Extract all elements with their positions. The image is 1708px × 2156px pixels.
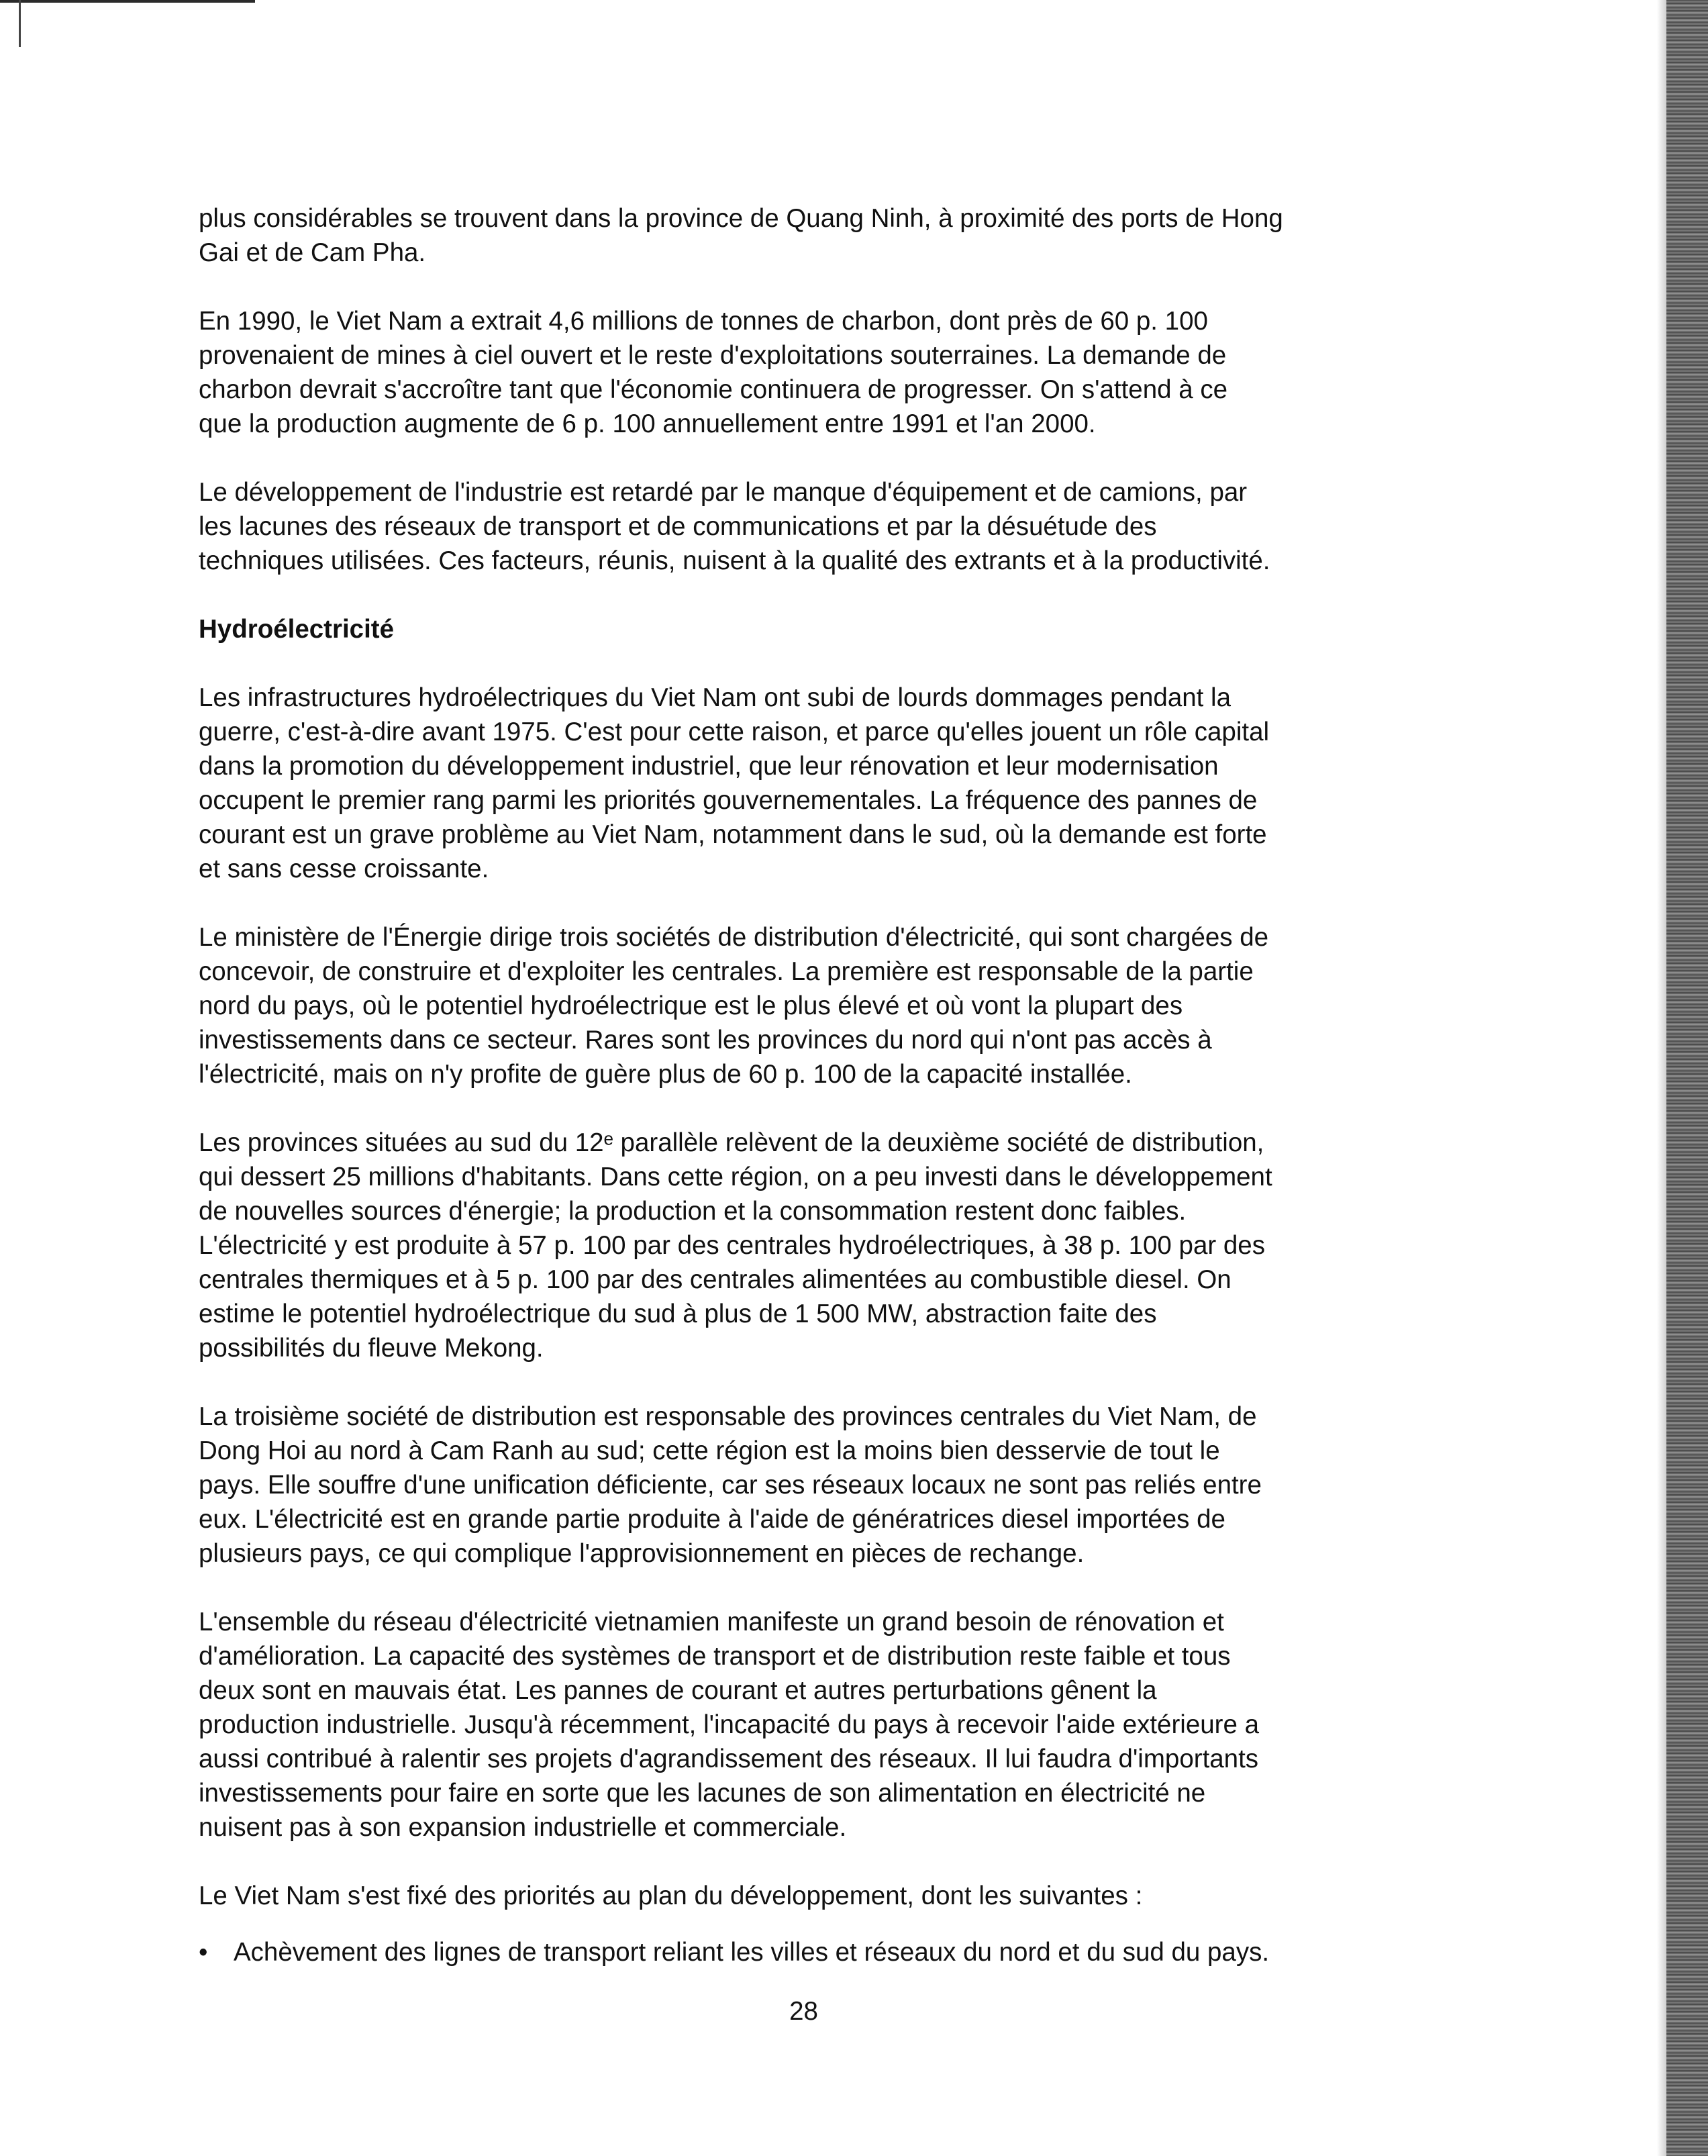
text-line: occupent le premier rang parmi les priorités gouvernementales. La fréquence des pannes de [199,786,1258,815]
text-line: La troisième société de distribution est responsable des provinces centrales du Viet Nam, de [199,1402,1257,1431]
text-line: nuisent pas à son expansion industrielle et commerciale. [199,1813,847,1842]
text-line: pays. Elle souffre d'une unification déficiente, car ses réseaux locaux ne sont pas reliés entre [199,1471,1262,1500]
scan-corner-mark [0,0,255,3]
text-line: investissements dans ce secteur. Rares sont les provinces du nord qui n'ont pas accès à [199,1026,1212,1055]
priorities-intro [199,1879,1407,1913]
list-item [199,1935,1407,1969]
text-line: et sans cesse croissante. [199,854,489,883]
text-line: En 1990, le Viet Nam a extrait 4,6 millions de tonnes de charbon, dont près de 60 p. 100 [199,307,1208,336]
text-line: l'électricité, mais on n'y profite de guère plus de 60 p. 100 de la capacité installée. [199,1060,1132,1089]
text-line: qui dessert 25 millions d'habitants. Dans cette région, on a peu investi dans le développement [199,1163,1272,1191]
text-line: possibilités du fleuve Mekong. [199,1334,544,1363]
text-line: techniques utilisées. Ces facteurs, réunis, nuisent à la qualité des extrants et à la productivité. [199,546,1270,575]
text-line: eux. L'électricité est en grande partie produite à l'aide de génératrices diesel importées de [199,1505,1225,1534]
paragraph-southern-provinces [199,1126,1407,1365]
paragraph-coal-production [199,304,1407,441]
text-line: Le ministère de l'Énergie dirige trois sociétés de distribution d'électricité, qui sont chargées de [199,923,1269,952]
text-line: concevoir, de construire et d'exploiter les centrales. La première est responsable de la partie [199,957,1254,986]
page-number: 28 [789,1997,818,2026]
text-line: dans la promotion du développement industriel, que leur rénovation et leur modernisation [199,752,1219,781]
text-line: provenaient de mines à ciel ouvert et le reste d'exploitations souterraines. La demande de [199,341,1227,370]
text-line: les lacunes des réseaux de transport et de communications et par la désuétude des [199,512,1157,541]
list-item-text: Achèvement des lignes de transport reliant les villes et réseaux du nord et du sud du pays. [234,1938,1270,1967]
scan-edge-shadow [1657,0,1666,2156]
paragraph-network-needs [199,1605,1407,1845]
paragraph-distribution-companies [199,920,1407,1091]
section-heading: Hydroélectricité [199,615,395,644]
text-line: centrales thermiques et à 5 p. 100 par des centrales alimentées au combustible diesel. On [199,1265,1232,1294]
text-line: Le développement de l'industrie est retardé par le manque d'équipement et de camions, par [199,478,1248,507]
text-line: L'électricité y est produite à 57 p. 100 par des centrales hydroélectriques, à 38 p. 100 par des [199,1231,1265,1260]
text-line: que la production augmente de 6 p. 100 annuellement entre 1991 et l'an 2000. [199,409,1096,438]
text-line: Les provinces situées au sud du 12ᵉ parallèle relèvent de la deuxième société de distribution, [199,1128,1264,1157]
paragraph-industry-obstacles [199,475,1407,578]
text-line: courant est un grave problème au Viet Nam, notamment dans le sud, où la demande est forte [199,820,1267,849]
text-line: Les infrastructures hydroélectriques du Viet Nam ont subi de lourds dommages pendant la [199,683,1232,712]
text-line: deux sont en mauvais état. Les pannes de courant et autres perturbations gênent la [199,1676,1157,1705]
text-line: charbon devrait s'accroître tant que l'économie continuera de progresser. On s'attend à ce [199,375,1227,404]
text-line: d'amélioration. La capacité des systèmes de transport et de distribution reste faible et tous [199,1642,1231,1671]
text-line: Dong Hoi au nord à Cam Ranh au sud; cette région est la moins bien desservie de tout le [199,1436,1220,1465]
text-line: L'ensemble du réseau d'électricité vietnamien manifeste un grand besoin de rénovation et [199,1608,1224,1636]
document-body [199,201,1407,1969]
scan-edge-border [1666,0,1708,2156]
text-line: investissements pour faire en sorte que les lacunes de son alimentation en électricité ne [199,1779,1206,1808]
text-line: plus considérables se trouvent dans la province de Quang Ninh, à proximité des ports de Hong [199,204,1283,233]
paragraph-central-provinces [199,1400,1407,1571]
text-line: production industrielle. Jusqu'à récemment, l'incapacité du pays à recevoir l'aide extérieure a [199,1710,1260,1739]
text-line: aussi contribué à ralentir ses projets d'agrandissement des réseaux. Il lui faudra d'importants [199,1745,1259,1773]
text-line: nord du pays, où le potentiel hydroélectrique est le plus élevé et où vont la plupart des [199,991,1183,1020]
text-line: guerre, c'est-à-dire avant 1975. C'est pour cette raison, et parce qu'elles jouent un rôle capital [199,718,1270,746]
scan-corner-tick [19,0,21,47]
paragraph-coal-location [199,201,1407,270]
text-line: Le Viet Nam s'est fixé des priorités au plan du développement, dont les suivantes : [199,1881,1143,1910]
text-line: estime le potentiel hydroélectrique du sud à plus de 1 500 MW, abstraction faite des [199,1300,1157,1328]
text-line: de nouvelles sources d'énergie; la production et la consommation restent donc faibles. [199,1197,1187,1226]
bullet-icon: • [199,1938,208,1967]
text-line: Gai et de Cam Pha. [199,238,426,267]
paragraph-war-damage [199,681,1407,886]
text-line: plusieurs pays, ce qui complique l'approvisionnement en pièces de rechange. [199,1539,1085,1568]
